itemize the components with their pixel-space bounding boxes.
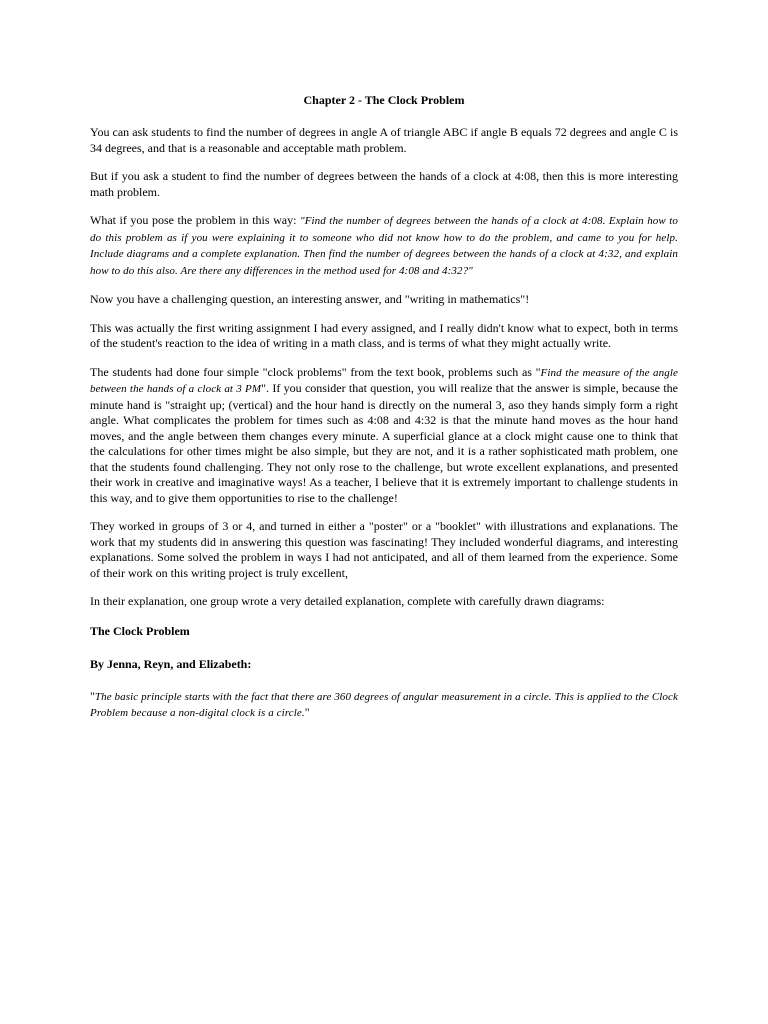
pose-lead-text: What if you pose the problem in this way: [90, 213, 300, 227]
paragraph-clock-intro: But if you ask a student to find the number of degrees between the hands of a clock at 4:08, then this is more interesting math problem. [90, 169, 678, 199]
paragraph-groups: They worked in groups of 3 or 4, and turned in either a "poster" or a "booklet" with illustrations and explanations. The work that my students did in answering this question was fascinating! They included wonderful diagrams, and interesting explanations. Some solved the problem in ways I had not anticipated, and all of them learned from the experience. Some of their work on this writing project is truly excellent, [90, 519, 678, 580]
paragraph-explanation: In their explanation, one group wrote a very detailed explanation, complete with carefully drawn diagrams: [90, 594, 605, 608]
simple-quote-text: Find the measure of the angle between the hands of a clock at 3 PM [90, 366, 678, 395]
paragraph-basic-principle [90, 689, 678, 722]
document-page [90, 92, 678, 735]
paragraph-challenging: Now you have a challenging question, an interesting answer, and "writing in mathematics"! [90, 292, 530, 306]
section-heading-authors: By Jenna, Reyn, and Elizabeth: [90, 656, 252, 671]
chapter-title: Chapter 2 - The Clock Problem [303, 93, 465, 107]
paragraph-simple-problems [90, 365, 678, 507]
simple-rest-text: ". If you consider that question, you will realize that the answer is simple, because the minute hand is "straight up; (vertical) and the hour hand is directly on the numeral 3, aso they hands simply form a right angle. What complicates the problem for times such as 4:08 and 4:32 is that the minute hand moves as the hour hand moves, and the angle between them changes every minute. A superficial glance at a clock might cause one to think that the calculations for other times might be also simple, but they are not, and it is a rather sophisticated math problem, one that the students found challenging. They not only rose to the challenge, but wrote excellent explanations, and presented their work in creative and imaginative ways! As a teacher, I believe that it is extremely important to challenge students in this way, and to give them opportunities to rise to the challenge! [90, 381, 678, 505]
paragraph-pose-problem [90, 213, 678, 279]
principle-quote-text: The basic principle starts with the fact that there are 360 degrees of angular measurement in a circle. This is applied to the Clock Problem because a non-digital clock is a circle. [90, 690, 678, 719]
principle-open-quote: " [90, 688, 95, 703]
section-heading-clock-problem: The Clock Problem [90, 623, 190, 638]
principle-close-quote: " [304, 705, 310, 719]
paragraph-triangle: You can ask students to find the number of degrees in angle A of triangle ABC if angle B equals 72 degrees and angle C is 34 degrees, and that is a reasonable and acceptable math problem. [90, 125, 678, 155]
pose-quote-text: "Find the number of degrees between the hands of a clock at 4:08. Explain how to do this problem as if you were explaining it to someone who did not know how to do the problem, and came to you for help. Include diagrams and a complete explanation. Then find the number of degrees between the hands of a clock at 4:32, and explain how to do this also. Are there any differences in the method used for 4:08 and 4:32?" [90, 215, 678, 277]
paragraph-first-assignment: This was actually the first writing assignment I had every assigned, and I really didn't know what to expect, both in terms of the student's reaction to the idea of writing in a math class, and is terms of what they might actually write. [90, 320, 678, 350]
simple-lead-text: The students had done four simple "clock problems" from the text book, problems such as " [90, 364, 541, 379]
